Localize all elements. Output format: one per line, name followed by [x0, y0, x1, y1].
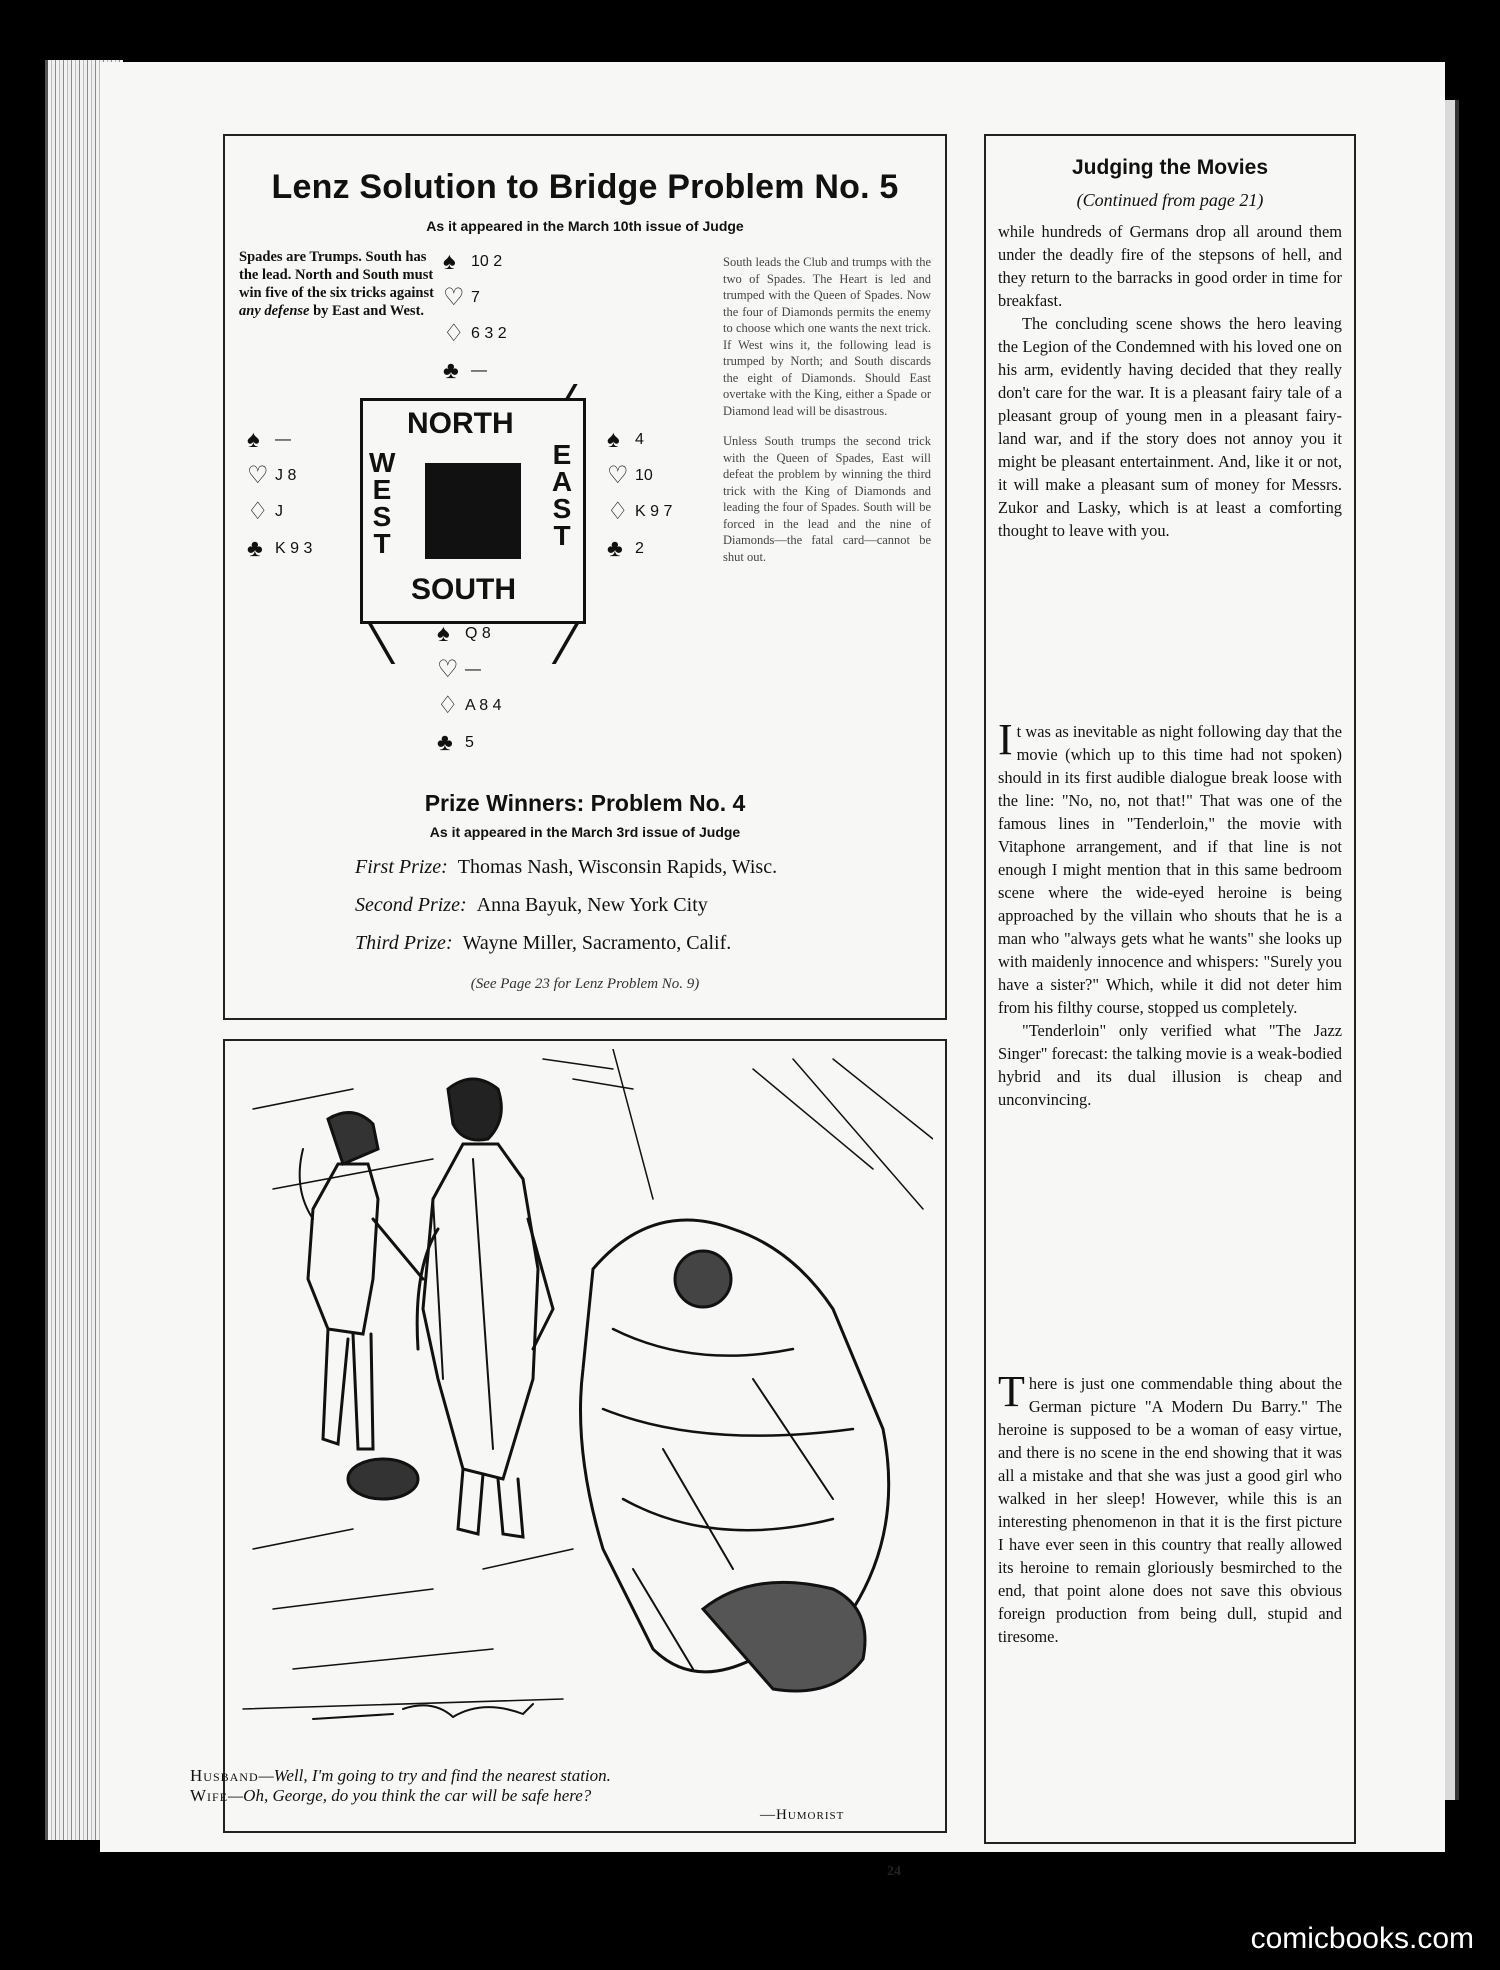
prize-first: First Prize: Thomas Nash, Wisconsin Rapids, Wisc. — [355, 856, 778, 878]
movies-column — [984, 134, 1356, 1844]
north-hand: ♠ 10 2 ♡ 7 ♢ 6 3 2 ♣ — — [443, 244, 507, 389]
prize-second: Second Prize: Anna Bayuk, New York City — [355, 894, 708, 916]
east-hand: ♠ 4 ♡ 10 ♢ K 9 7 ♣ 2 — [607, 422, 672, 567]
east-label: E A S T — [551, 439, 573, 551]
solution-paragraph: Unless South trumps the second trick with the Queen of Spades, East will defeat the problem by winning the third trick with the King of Diamonds and leading the four of Spades. South will be forced in the lead and the nine of Diamonds—the fatal card—cannot be shut out. — [723, 434, 931, 564]
heart-icon: ♡ — [607, 462, 629, 490]
diamond-icon: ♢ — [607, 498, 629, 526]
bridge-problem-box — [223, 134, 947, 1020]
spade-icon: ♠ — [247, 426, 260, 453]
south-hand: ♠ Q 8 ♡ — ♢ A 8 4 ♣ 5 — [437, 616, 501, 761]
club-icon: ♣ — [437, 728, 453, 756]
intro-text: Spades are Trumps. South has the lead. North and South must win five of the six tricks against — [239, 249, 434, 301]
cartoon-illustration — [233, 1049, 933, 1749]
paragraph: It was as inevitable as night following day that the movie (which up to this time had not spoken) should in its first audible dialogue break loose with the line: "No, no, not that!" That was one of the famous lines in "Tenderloin," the movie with Vitaphone arrangement, and if that line is not enough I might mention that in this same bedroom scene where the wide-eyed heroine is being approached by the villain who shouts that he is a man who "always gets what he wants" she looks up with maidenly innocence and whispers: "Surely you have a sister?" Which, while it did not deter him from his filthy course, stopped us completely. — [998, 715, 1342, 1017]
diamond-icon: ♢ — [443, 320, 465, 348]
diamond-icon: ♢ — [437, 692, 459, 720]
paragraph: while hundreds of Germans drop all around them under the deadly fire of the stepsons of hell, and they return to the barracks in good order in time for breakfast. — [998, 222, 1342, 310]
prize-heading: Prize Winners: Problem No. 4 — [424, 790, 746, 816]
paragraph: The concluding scene shows the hero leaving the Legion of the Condemned with his loved one on his arm, evidently having decided that they really don't care for the war. It is a pleasant fairy tale of a pleasant group of young men in a pleasant fairy-land war, and if the story does not annoy you it might be pleasant entertainment. And, like it or not, it will make a pleasant sum of money for Messrs. Zukor and Lasky, which is at least a comforting thought to leave with you. — [998, 314, 1342, 540]
west-hand: ♠ — ♡ J 8 ♢ J ♣ K 9 3 — [247, 422, 312, 567]
table-center-block — [425, 463, 521, 559]
club-icon: ♣ — [247, 534, 263, 562]
north-label: NORTH — [407, 407, 514, 440]
bridge-subtitle: As it appeared in the March 10th issue of Judge — [426, 218, 744, 234]
spade-icon: ♠ — [443, 248, 456, 275]
cartoon-box — [223, 1039, 947, 1833]
intro-end: by East and West. — [313, 303, 425, 319]
club-icon: ♣ — [443, 356, 459, 384]
watermark: comicbooks.com — [1250, 1922, 1474, 1955]
table-leg — [552, 618, 583, 664]
south-label: SOUTH — [411, 573, 516, 606]
cartoon-caption: Husband—Well, I'm going to try and find the nearest station. Wife—Oh, George, do you think the car will be safe here? — [190, 1766, 611, 1805]
drop-cap: I — [998, 715, 1013, 764]
bridge-intro — [239, 248, 439, 320]
column-text-middle — [998, 715, 1342, 1111]
column-title: Judging the Movies — [1071, 156, 1268, 179]
solution-paragraph: South leads the Club and trumps with the two of Spades. The Heart is led and trumped with the Queen of Spades. Now the four of Diamonds permits the enemy to choose which one wants the next trick. If West wins it, the following lead is trumped by North; and South discards the eight of Diamonds. Should East overtake with the King, either a Spade or Diamond lead will be disastrous. — [723, 255, 931, 418]
column-text-lower — [998, 1367, 1342, 1648]
column-subtitle: (Continued from page 21) — [1076, 190, 1264, 210]
column-text-upper — [998, 220, 1342, 542]
prize-subheading: As it appeared in the March 3rd issue of Judge — [429, 824, 741, 840]
heart-icon: ♡ — [443, 284, 465, 312]
heart-icon: ♡ — [437, 656, 459, 684]
spade-icon: ♠ — [607, 426, 620, 453]
bridge-title: Lenz Solution to Bridge Problem No. 5 — [271, 168, 899, 206]
page-right-edge — [1445, 100, 1459, 1800]
magazine-page — [100, 62, 1445, 1879]
club-icon: ♣ — [607, 534, 623, 562]
bridge-table-diagram — [360, 398, 588, 626]
diamond-icon: ♢ — [247, 498, 269, 526]
heart-icon: ♡ — [247, 462, 269, 490]
prize-third: Third Prize: Wayne Miller, Sacramento, Calif. — [355, 932, 732, 954]
see-page-note: (See Page 23 for Lenz Problem No. 9) — [470, 976, 700, 992]
bridge-solution-text — [723, 254, 931, 579]
west-label: W E S T — [369, 447, 396, 559]
paragraph: There is just one commendable thing about the German picture "A Modern Du Barry." The heroine is supposed to be a woman of easy virtue, and there is no scene in the end showing that it was all a mistake and that she was just a good girl who walked in her sleep! However, while this is an interesting phenomenon in that it is the first picture I have ever seen in this country that really allowed its heroine to remain gloriously besmirched to the end, that point alone does not save this obvious foreign production from being dull, stupid and tiresome. — [998, 1367, 1342, 1646]
spade-icon: ♠ — [437, 620, 450, 647]
table-leg — [365, 618, 396, 664]
drop-cap: T — [998, 1367, 1025, 1416]
page-number: 24 — [887, 1864, 901, 1879]
table-outline — [360, 398, 586, 624]
intro-emphasis: any defense — [239, 303, 310, 319]
cartoon-credit: —Humorist — [760, 1807, 845, 1823]
paragraph: "Tenderloin" only verified what "The Jazz Singer" forecast: the talking movie is a weak-bodied hybrid and its dual illusion is cheap and unconvincing. — [998, 1021, 1342, 1109]
